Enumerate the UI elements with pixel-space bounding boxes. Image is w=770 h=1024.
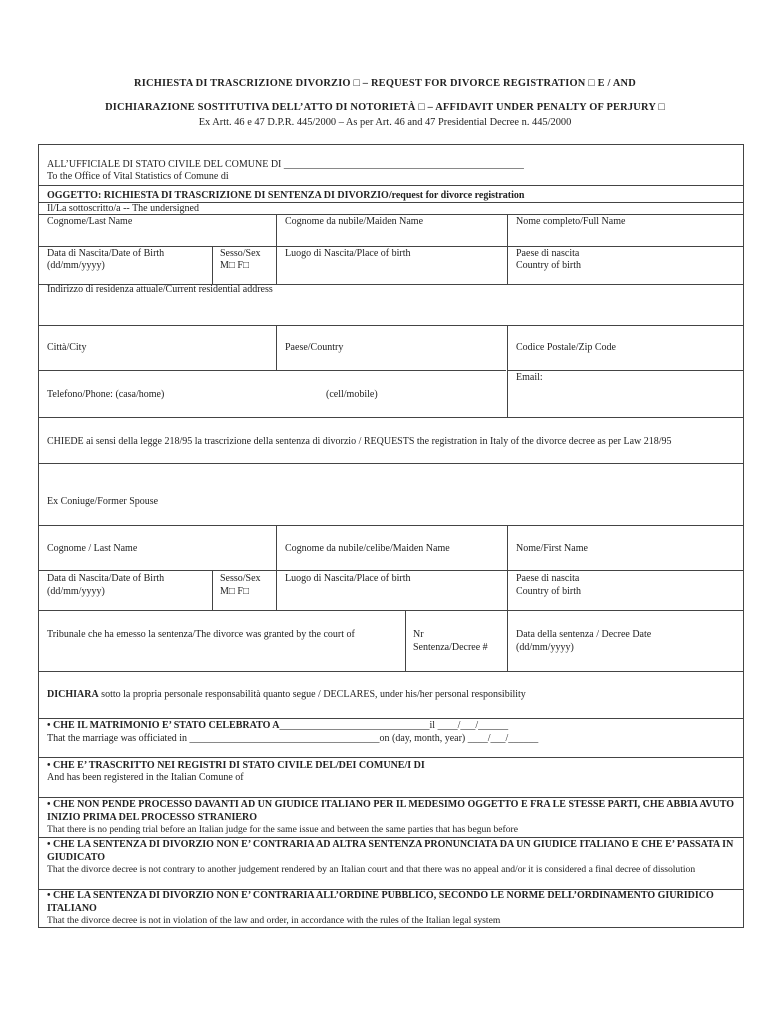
subject-line: OGGETTO: RICHIESTA DI TRASCRIZIONE DI SENTENZA DI DIVORZIO/request for divorce registration — [47, 190, 525, 201]
declaration-public-order-it: • CHE LA SENTENZA DI DIVORZIO NON E’ CONTRARIA ALL’ORDINE PUBBLICO, SECONDO LE NORME DELL’ORDINAMENTO GIURIDICO ITALIANO — [47, 890, 714, 914]
applicant-email-field[interactable]: Email: — [516, 372, 543, 383]
applicant-address-field[interactable]: Indirizzo di residenza attuale/Current residential address — [47, 284, 273, 295]
applicant-city-field[interactable]: Città/City — [47, 342, 87, 353]
spouse-sex-label: Sesso/Sex — [220, 573, 261, 584]
decree-number-label[interactable]: Nr — [413, 629, 424, 640]
decree-date-field[interactable]: Data della sentenza / Decree Date — [516, 629, 652, 640]
applicant-country-of-birth-en: Country of birth — [516, 260, 581, 271]
applicant-last-name-field[interactable]: Cognome/Last Name — [47, 216, 133, 227]
divorce-registration-form — [38, 144, 744, 928]
legal-reference: Ex Artt. 46 e 47 D.P.R. 445/2000 – As per Art. 46 and 47 Presidential Decree n. 445/2000 — [198, 117, 572, 128]
applicant-dob-format: (dd/mm/yyyy) — [47, 260, 105, 271]
declaration-marriage-en[interactable]: That the marriage was officiated in ______________________________________on (day, month, year) ____/___/______ — [47, 733, 539, 744]
declaration-intro-text: sotto la propria personale responsabilità quanto segue / DECLARES, under his/her personal responsibility — [98, 689, 526, 700]
applicant-sex-label: Sesso/Sex — [220, 248, 261, 259]
applicant-full-name-field[interactable]: Nome completo/Full Name — [516, 216, 626, 227]
spouse-dob-label[interactable]: Data di Nascita/Date of Birth — [47, 573, 165, 584]
declaration-marriage-heading: • CHE IL MATRIMONIO E’ STATO CELEBRATO A — [47, 720, 280, 731]
decree-number-sublabel: Sentenza/Decree # — [413, 642, 488, 653]
declaration-marriage-blanks: ______________________________il ____/___/______ — [279, 720, 509, 731]
declaration-marriage-it[interactable] — [47, 720, 508, 733]
spouse-first-name-field[interactable]: Nome/First Name — [516, 543, 588, 554]
form-title-line-2: DICHIARAZIONE SOSTITUTIVA DELL’ATTO DI NOTORIETÀ □ – AFFIDAVIT UNDER PENALTY OF PERJURY □ — [105, 102, 665, 113]
addressee-it: ALL’UFFICIALE DI STATO CIVILE DEL COMUNE DI ________________________________________________ — [47, 159, 524, 170]
declaration-no-pending-trial-en: That there is no pending trial before an Italian judge for the same issue and between the same parties that has begun before — [47, 824, 518, 835]
declaration-not-contrary-it: • CHE LA SENTENZA DI DIVORZIO NON E’ CONTRARIA AD ALTRA SENTENZA PRONUNCIATA DA UN GIUDICE ITALIANO E CHE E’ PASSATA IN GIUDICATO — [47, 839, 734, 863]
applicant-zip-field[interactable]: Codice Postale/Zip Code — [516, 342, 616, 353]
spouse-maiden-name-field[interactable]: Cognome da nubile/celibe/Maiden Name — [285, 543, 450, 554]
spouse-last-name-field[interactable]: Cognome / Last Name — [47, 543, 138, 554]
declaration-intro-verb: DICHIARA — [47, 689, 99, 700]
spouse-sex-checkboxes[interactable]: M□ F□ — [220, 586, 250, 597]
undersigned-label: Il/La sottoscritto/a -- The undersigned — [47, 203, 199, 214]
spouse-dob-format: (dd/mm/yyyy) — [47, 586, 105, 597]
declaration-public-order-en: That the divorce decree is not in violation of the law and order, in accordance with the rules of the Italian legal system — [47, 915, 501, 926]
spouse-country-of-birth-en: Country of birth — [516, 586, 581, 597]
form-title-line-1: RICHIESTA DI TRASCRIZIONE DIVORZIO □ – REQUEST FOR DIVORCE REGISTRATION □ E / AND — [134, 78, 636, 89]
declaration-no-pending-trial-it: • CHE NON PENDE PROCESSO DAVANTI AD UN GIUDICE ITALIANO PER IL MEDESIMO OGGETTO E FRA LE STESSE PARTI, CHE ABBIA AVUTO INIZIO PRIMA DEL PROCESSO STRANIERO — [47, 799, 735, 823]
declaration-intro — [47, 689, 526, 702]
declaration-not-contrary-en: That the divorce decree is not contrary to another judgement rendered by an Italian court and that there was no appeal and/or it is considered a final decree of dissolution — [47, 864, 696, 875]
spouse-country-of-birth-it[interactable]: Paese di nascita — [516, 573, 580, 584]
declaration-registry-en[interactable]: And has been registered in the Italian Comune of — [47, 772, 244, 783]
spouse-place-of-birth-field[interactable]: Luogo di Nascita/Place of birth — [285, 573, 411, 584]
applicant-country-field[interactable]: Paese/Country — [285, 342, 344, 353]
registration-request-text: CHIEDE ai sensi della legge 218/95 la trascrizione della sentenza di divorzio / REQUESTS the registration in Italy of the divorce decree as per Law 218/95 — [47, 436, 672, 447]
addressee-en: To the Office of Vital Statistics of Comune di — [47, 171, 229, 182]
decree-court-field[interactable]: Tribunale che ha emesso la sentenza/The divorce was granted by the court of — [47, 629, 355, 640]
applicant-cell-phone-field[interactable]: (cell/mobile) — [326, 389, 378, 400]
decree-date-format: (dd/mm/yyyy) — [516, 642, 574, 653]
applicant-maiden-name-field[interactable]: Cognome da nubile/Maiden Name — [285, 216, 424, 227]
applicant-dob-label[interactable]: Data di Nascita/Date of Birth — [47, 248, 165, 259]
applicant-home-phone-field[interactable]: Telefono/Phone: (casa/home) — [47, 389, 165, 400]
applicant-sex-checkboxes[interactable]: M□ F□ — [220, 260, 250, 271]
applicant-country-of-birth-it[interactable]: Paese di nascita — [516, 248, 580, 259]
applicant-place-of-birth-field[interactable]: Luogo di Nascita/Place of birth — [285, 248, 411, 259]
declaration-registry-it: • CHE E’ TRASCRITTO NEI REGISTRI DI STATO CIVILE DEL/DEI COMUNE/I DI — [47, 760, 425, 771]
former-spouse-heading: Ex Coniuge/Former Spouse — [47, 496, 159, 507]
